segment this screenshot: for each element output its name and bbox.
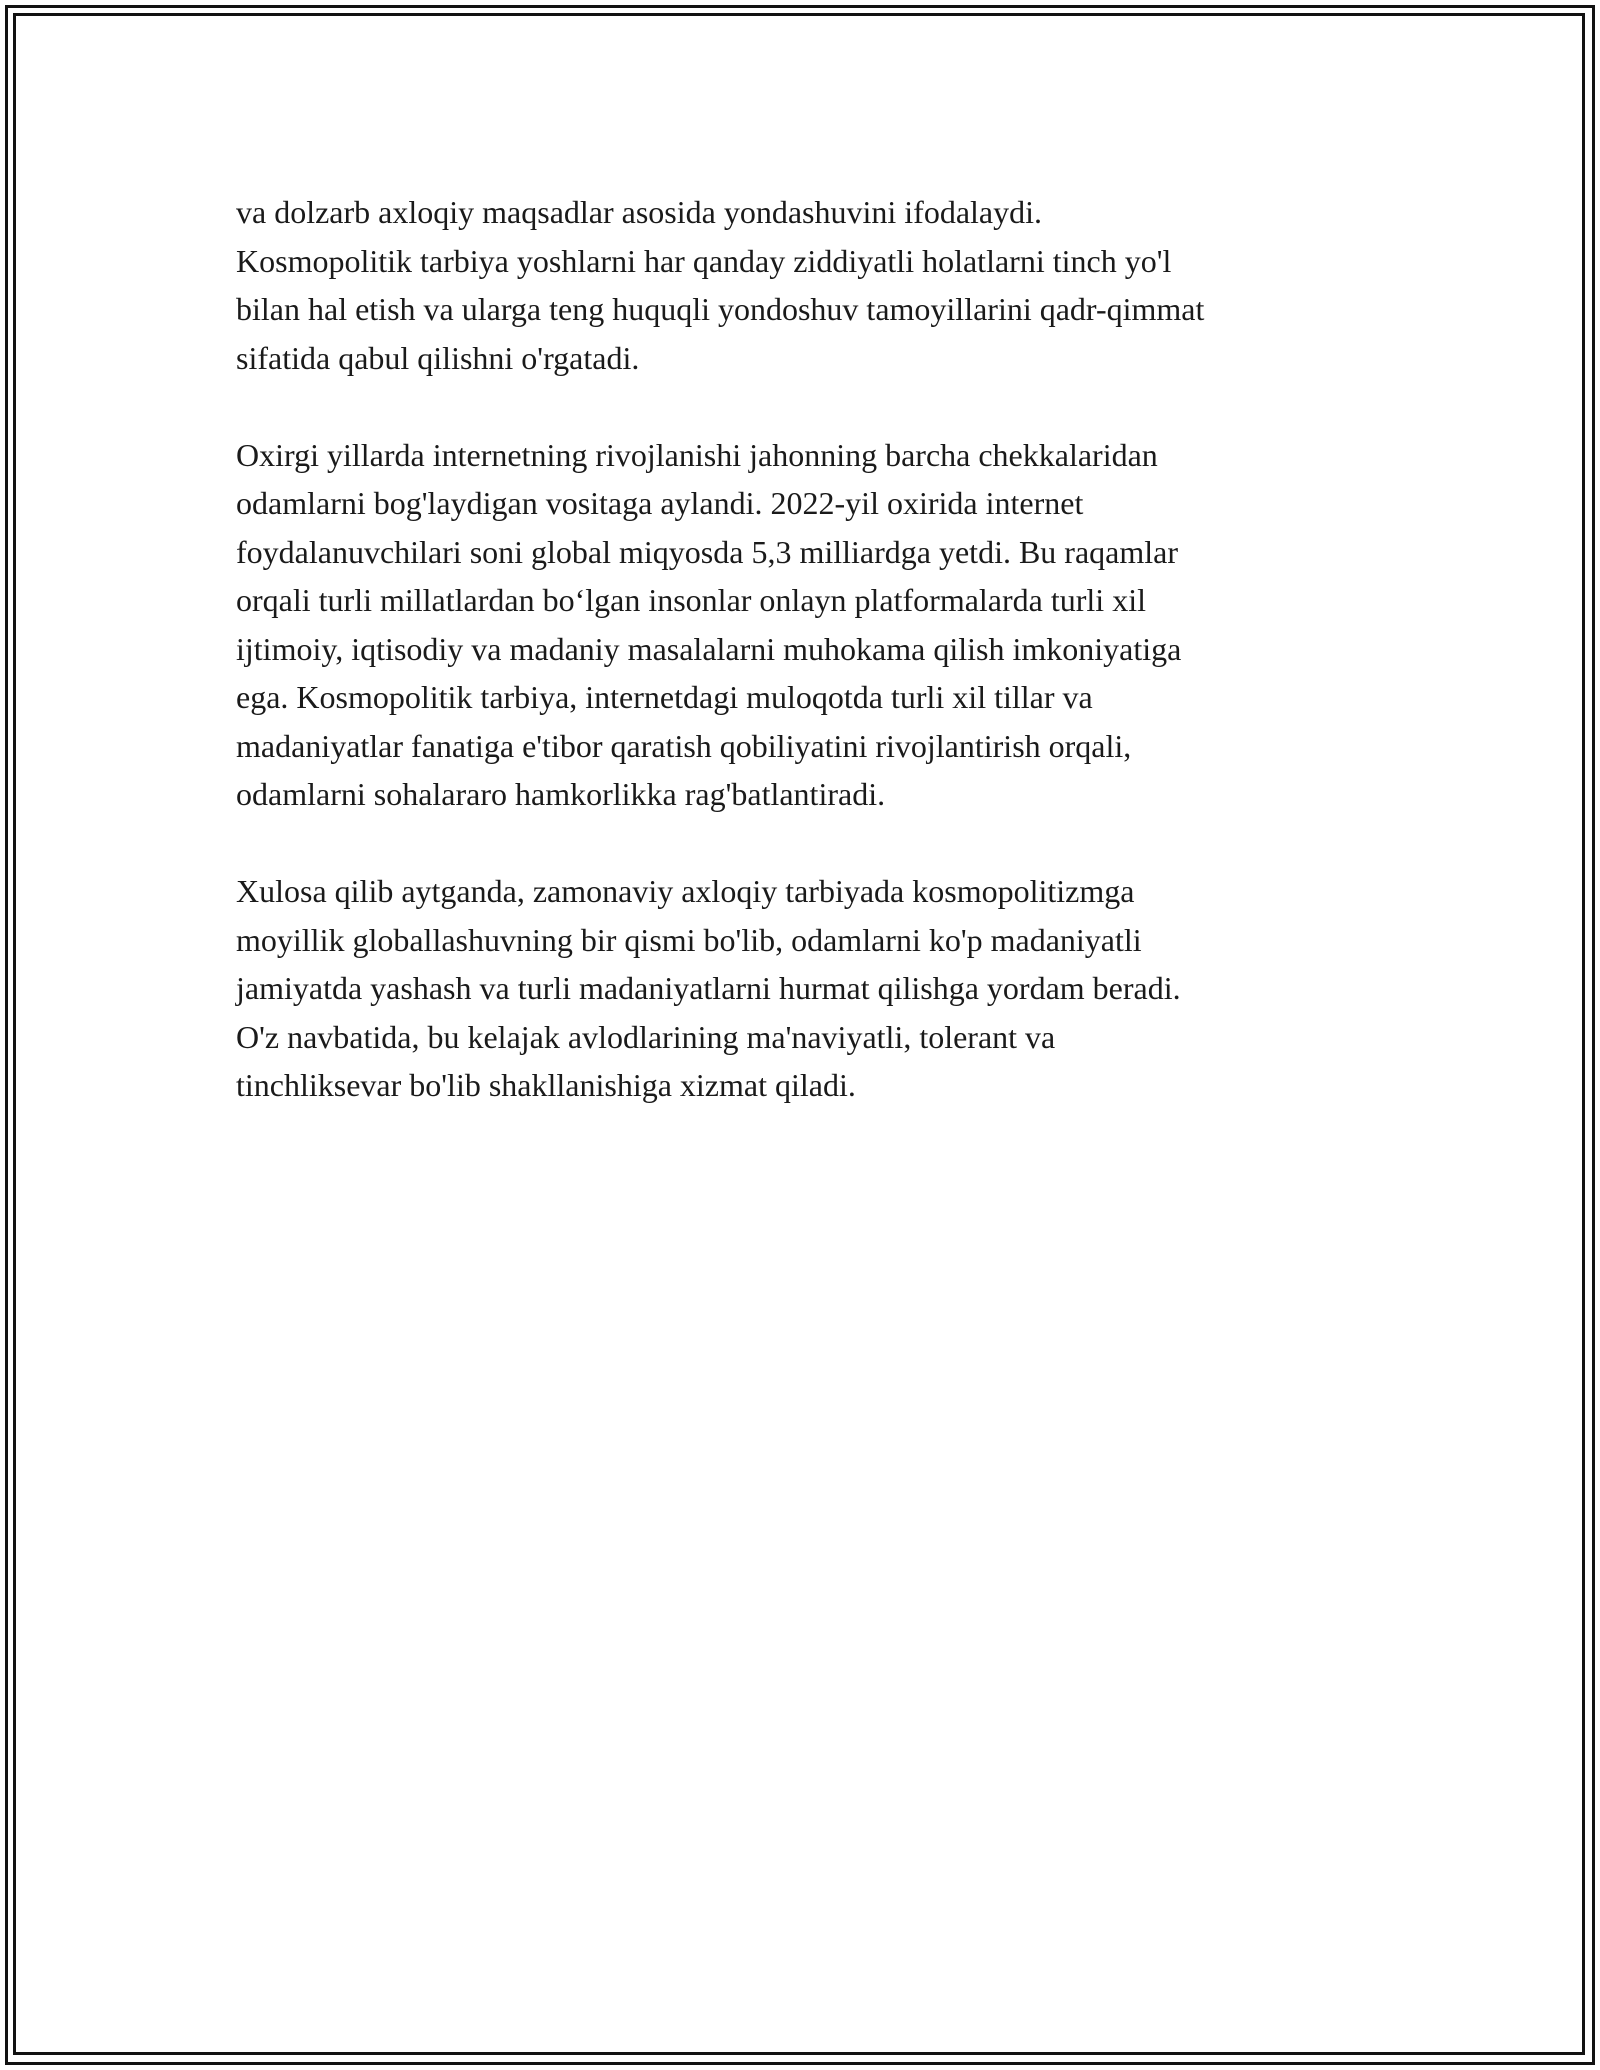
text-line: O'z navbatida, bu kelajak avlodlarining ma'naviyatli, tolerant va bbox=[236, 1018, 1056, 1055]
text-line: odamlarni bog'laydigan vositaga aylandi. 2022-yil oxirida internet bbox=[236, 485, 1084, 521]
text-line: ijtimoiy, iqtisodiy va madaniy masalalarni muhokama qilish imkoniyatiga bbox=[236, 630, 1182, 667]
text-line: va dolzarb axloqiy maqsadlar asosida yondashuvini ifodalaydi. bbox=[236, 194, 1043, 230]
text-line: odamlarni sohalararo hamkorlikka rag'batlantiradi. bbox=[236, 776, 886, 812]
text-line: bilan hal etish va ularga teng huquqli yondoshuv tamoyillarini qadr-qimmat bbox=[236, 291, 1205, 327]
text-line: Xulosa qilib aytganda, zamonaviy axloqiy tarbiyada kosmopolitizmga bbox=[236, 873, 1135, 909]
paragraph-1 bbox=[236, 188, 1366, 382]
text-line: moyillik globallashuvning bir qismi bo'lib, odamlarni ko'p madaniyatli bbox=[236, 921, 1142, 958]
text-line: orqali turli millatlardan bo‘lgan insonlar onlayn platformalarda turli xil bbox=[236, 582, 1146, 618]
text-line: tinchliksevar bo'lib shakllanishiga xizmat qiladi. bbox=[236, 1067, 856, 1103]
text-line: Kosmopolitik tarbiya yoshlarni har qanday ziddiyatli holatlarni tinch yo'l bbox=[236, 242, 1172, 279]
paragraph-2 bbox=[236, 431, 1366, 819]
text-line: jamiyatda yashash va turli madaniyatlarni hurmat qilishga yordam beradi. bbox=[236, 970, 1181, 1006]
paragraph-3 bbox=[236, 867, 1366, 1110]
text-line: foydalanuvchilari soni global miqyosda 5,3 milliardga yetdi. Bu raqamlar bbox=[236, 533, 1178, 570]
text-line: ega. Kosmopolitik tarbiya, internetdagi muloqotda turli xil tillar va bbox=[236, 679, 1093, 715]
text-line: madaniyatlar fanatiga e'tibor qaratish qobiliyatini rivojlantirish orqali, bbox=[236, 727, 1132, 764]
document-body bbox=[236, 188, 1366, 1158]
text-line: sifatida qabul qilishni o'rgatadi. bbox=[236, 339, 640, 376]
text-line: Oxirgi yillarda internetning rivojlanishi jahonning barcha chekkalaridan bbox=[236, 436, 1158, 473]
